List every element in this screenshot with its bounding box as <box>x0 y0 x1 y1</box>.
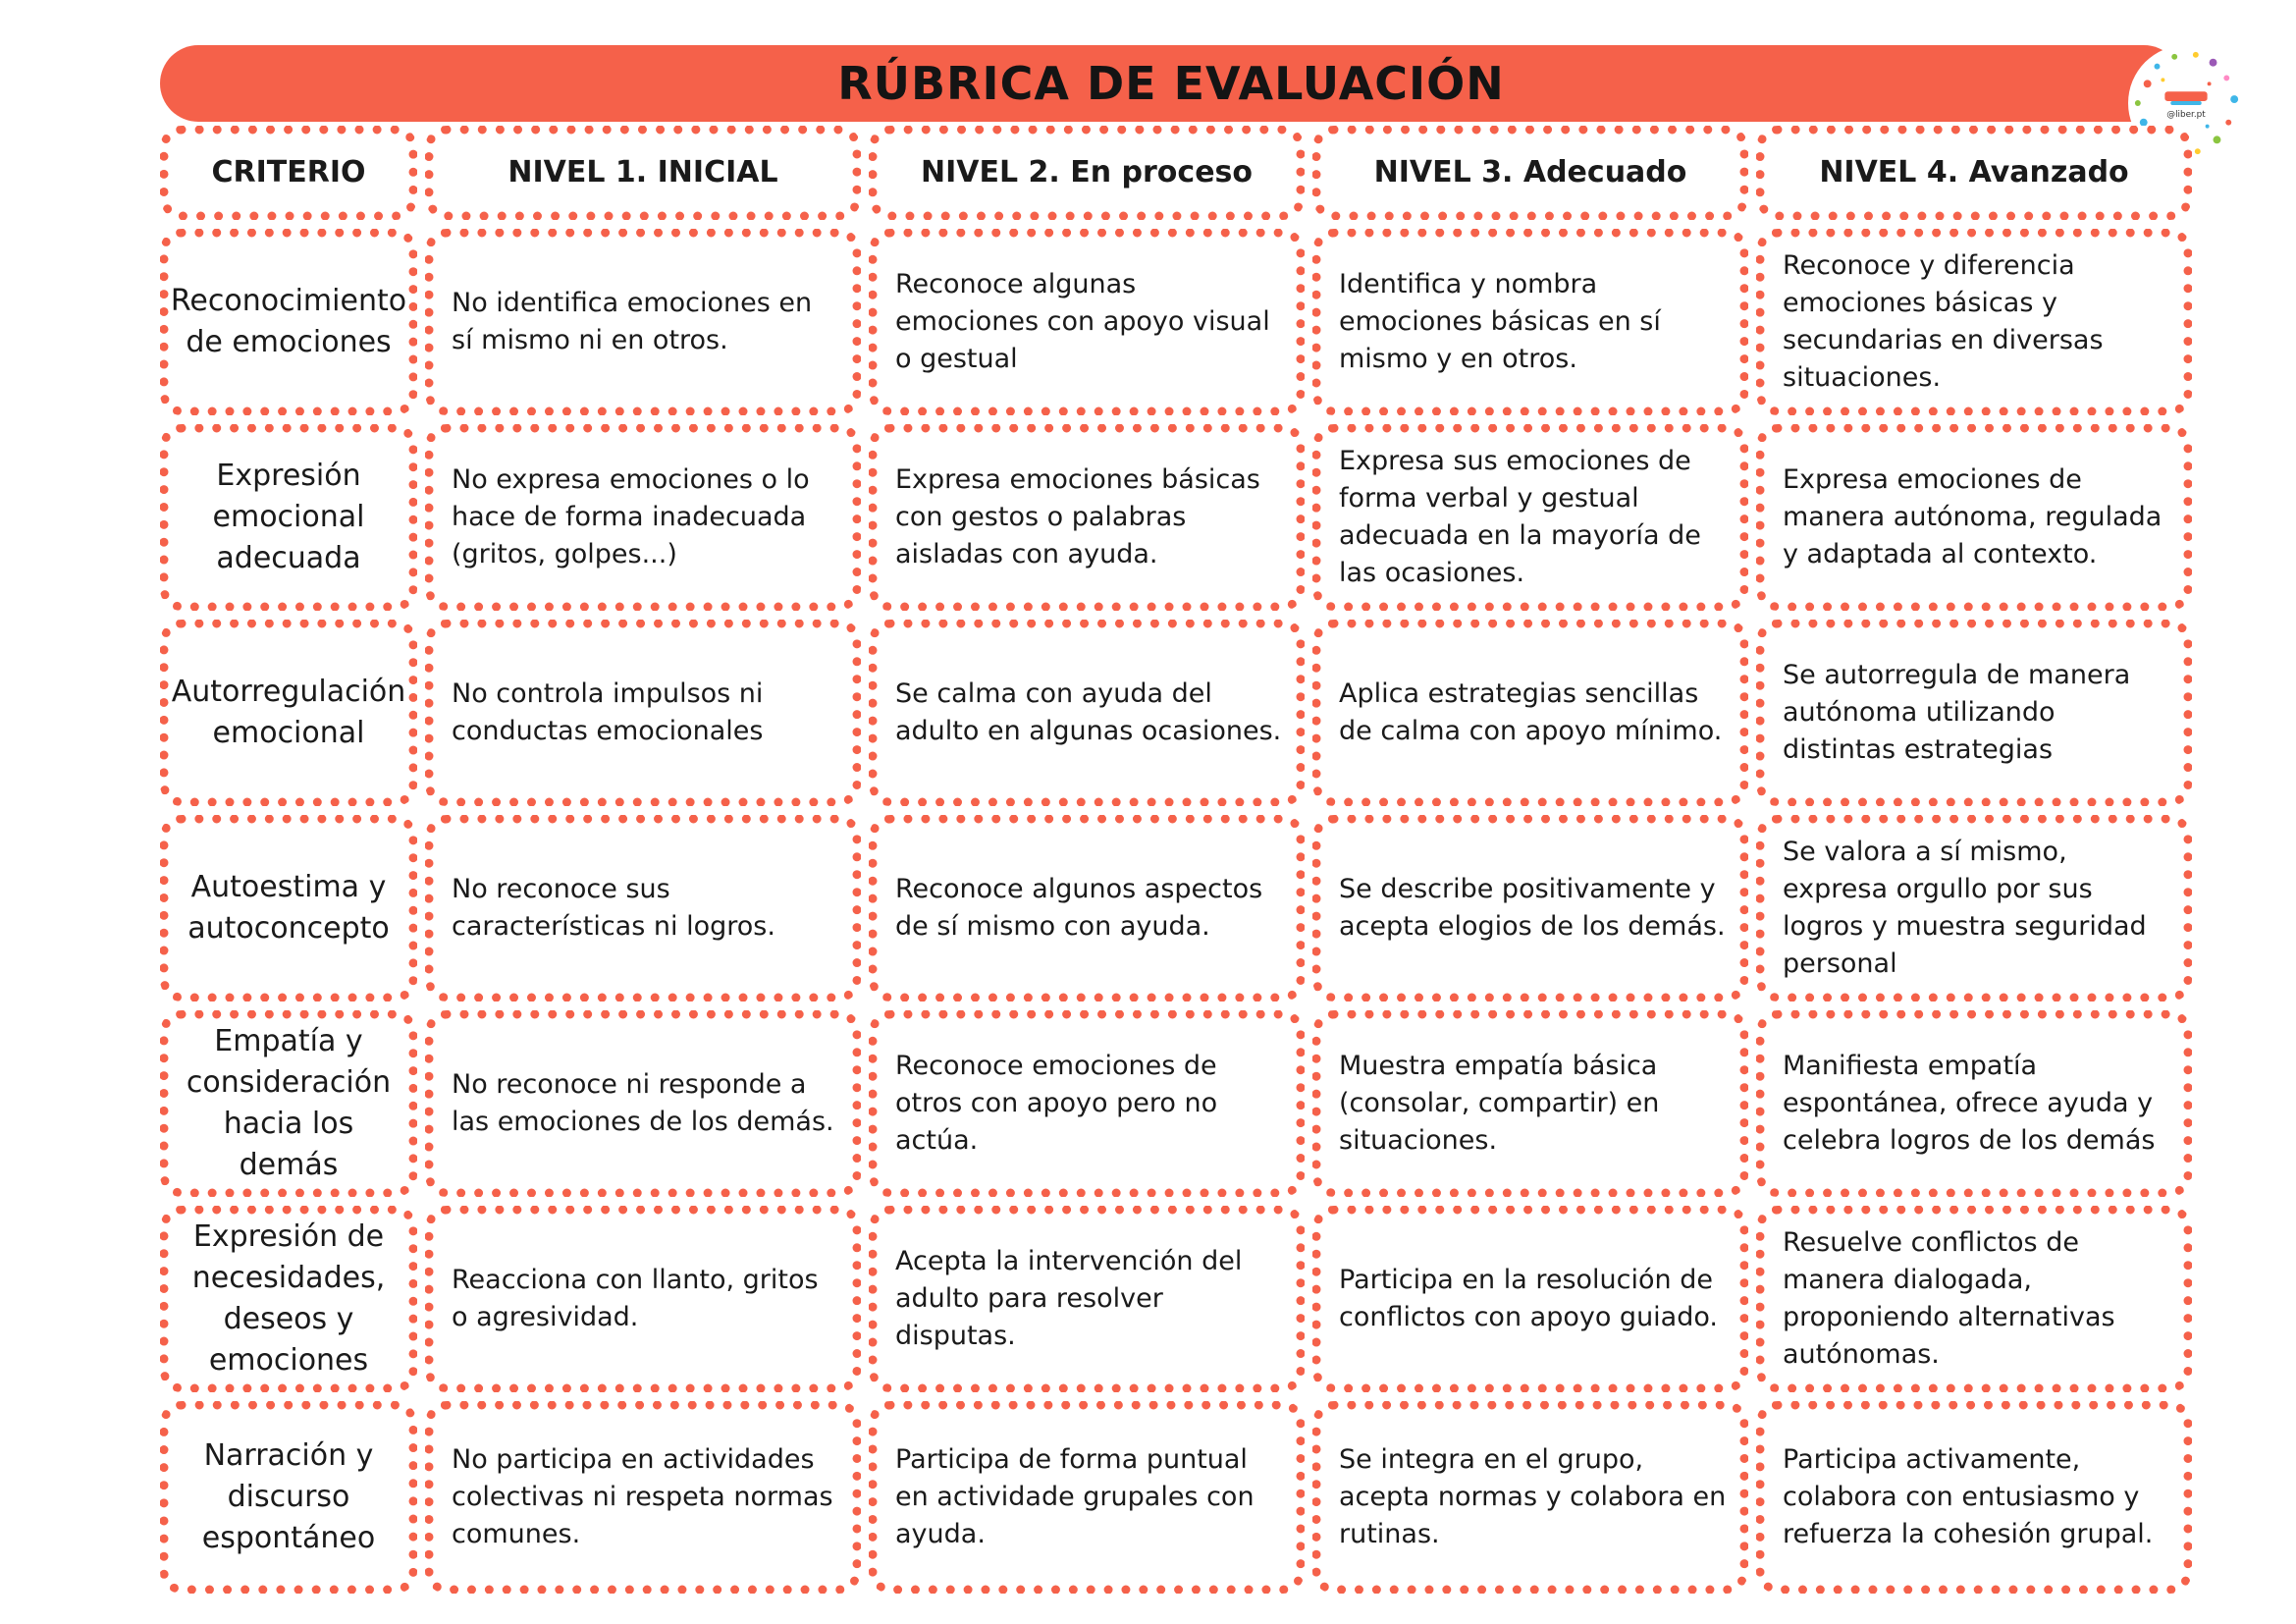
page-title: RÚBRICA DE EVALUACIÓN <box>837 57 1505 110</box>
level-4-descriptor-cell: Resuelve conflictos de manera dialogada, proponiendo alternativas autónomas. <box>1756 1206 2192 1392</box>
criterion-cell: Expresión de necesidades, deseos y emociones <box>160 1206 417 1392</box>
level-1-descriptor-cell: No reconoce sus características ni logros. <box>425 815 861 1001</box>
level-1-descriptor-cell: No expresa emociones o lo hace de forma inadecuada (gritos, golpes...) <box>425 424 861 611</box>
level-3-descriptor-cell: Aplica estrategias sencillas de calma con apoyo mínimo. <box>1312 620 1748 806</box>
criterion-cell: Autorregulación emocional <box>160 620 417 806</box>
level-1-descriptor-cell: Reacciona con llanto, gritos o agresividad. <box>425 1206 861 1392</box>
logo-text: @liber.pt <box>2166 109 2206 120</box>
header-nivel-1: NIVEL 1. INICIAL <box>425 126 861 220</box>
level-4-descriptor-cell: Expresa emociones de manera autónoma, regulada y adaptada al contexto. <box>1756 424 2192 611</box>
criterion-cell: Expresión emocional adecuada <box>160 424 417 611</box>
level-3-descriptor-cell: Muestra empatía básica (consolar, compartir) en situaciones. <box>1312 1010 1748 1197</box>
level-2-descriptor-cell: Se calma con ayuda del adulto en algunas ocasiones. <box>869 620 1305 806</box>
level-3-descriptor-cell: Se integra en el grupo, acepta normas y colabora en rutinas. <box>1312 1401 1748 1594</box>
level-1-descriptor-cell: No identifica emociones en sí mismo ni en otros. <box>425 229 861 415</box>
level-2-descriptor-cell: Expresa emociones básicas con gestos o palabras aisladas con ayuda. <box>869 424 1305 611</box>
level-2-descriptor-cell: Reconoce algunas emociones con apoyo visual o gestual <box>869 229 1305 415</box>
level-1-descriptor-cell: No controla impulsos ni conductas emocionales <box>425 620 861 806</box>
header-nivel-4: NIVEL 4. Avanzado <box>1756 126 2192 220</box>
level-3-descriptor-cell: Identifica y nombra emociones básicas en sí mismo y en otros. <box>1312 229 1748 415</box>
criterion-cell: Narración y discurso espontáneo <box>160 1401 417 1594</box>
level-4-descriptor-cell: Se autorregula de manera autónoma utilizando distintas estrategias <box>1756 620 2192 806</box>
level-1-descriptor-cell: No participa en actividades colectivas ni respeta normas comunes. <box>425 1401 861 1594</box>
level-3-descriptor-cell: Se describe positivamente y acepta elogios de los demás. <box>1312 815 1748 1001</box>
level-2-descriptor-cell: Participa de forma puntual en actividade grupales con ayuda. <box>869 1401 1305 1594</box>
rubric-table <box>160 126 2190 1589</box>
criterion-cell: Autoestima y autoconcepto <box>160 815 417 1001</box>
header-nivel-2: NIVEL 2. En proceso <box>869 126 1305 220</box>
level-1-descriptor-cell: No reconoce ni responde a las emociones de los demás. <box>425 1010 861 1197</box>
level-2-descriptor-cell: Reconoce algunos aspectos de sí mismo con ayuda. <box>869 815 1305 1001</box>
level-2-descriptor-cell: Acepta la intervención del adulto para resolver disputas. <box>869 1206 1305 1392</box>
title-banner <box>160 45 2182 122</box>
level-4-descriptor-cell: Manifiesta empatía espontánea, ofrece ayuda y celebra logros de los demás <box>1756 1010 2192 1197</box>
level-4-descriptor-cell: Reconoce y diferencia emociones básicas y secundarias en diversas situaciones. <box>1756 229 2192 415</box>
criterion-cell: Empatía y consideración hacia los demás <box>160 1010 417 1197</box>
level-3-descriptor-cell: Expresa sus emociones de forma verbal y gestual adecuada en la mayoría de las ocasiones. <box>1312 424 1748 611</box>
level-2-descriptor-cell: Reconoce emociones de otros con apoyo pero no actúa. <box>869 1010 1305 1197</box>
level-4-descriptor-cell: Se valora a sí mismo, expresa orgullo por sus logros y muestra seguridad personal <box>1756 815 2192 1001</box>
level-3-descriptor-cell: Participa en la resolución de conflictos con apoyo guiado. <box>1312 1206 1748 1392</box>
header-criterio: CRITERIO <box>160 126 417 220</box>
level-4-descriptor-cell: Participa activamente, colabora con entusiasmo y refuerza la cohesión grupal. <box>1756 1401 2192 1594</box>
header-nivel-3: NIVEL 3. Adecuado <box>1312 126 1748 220</box>
criterion-cell: Reconocimiento de emociones <box>160 229 417 415</box>
